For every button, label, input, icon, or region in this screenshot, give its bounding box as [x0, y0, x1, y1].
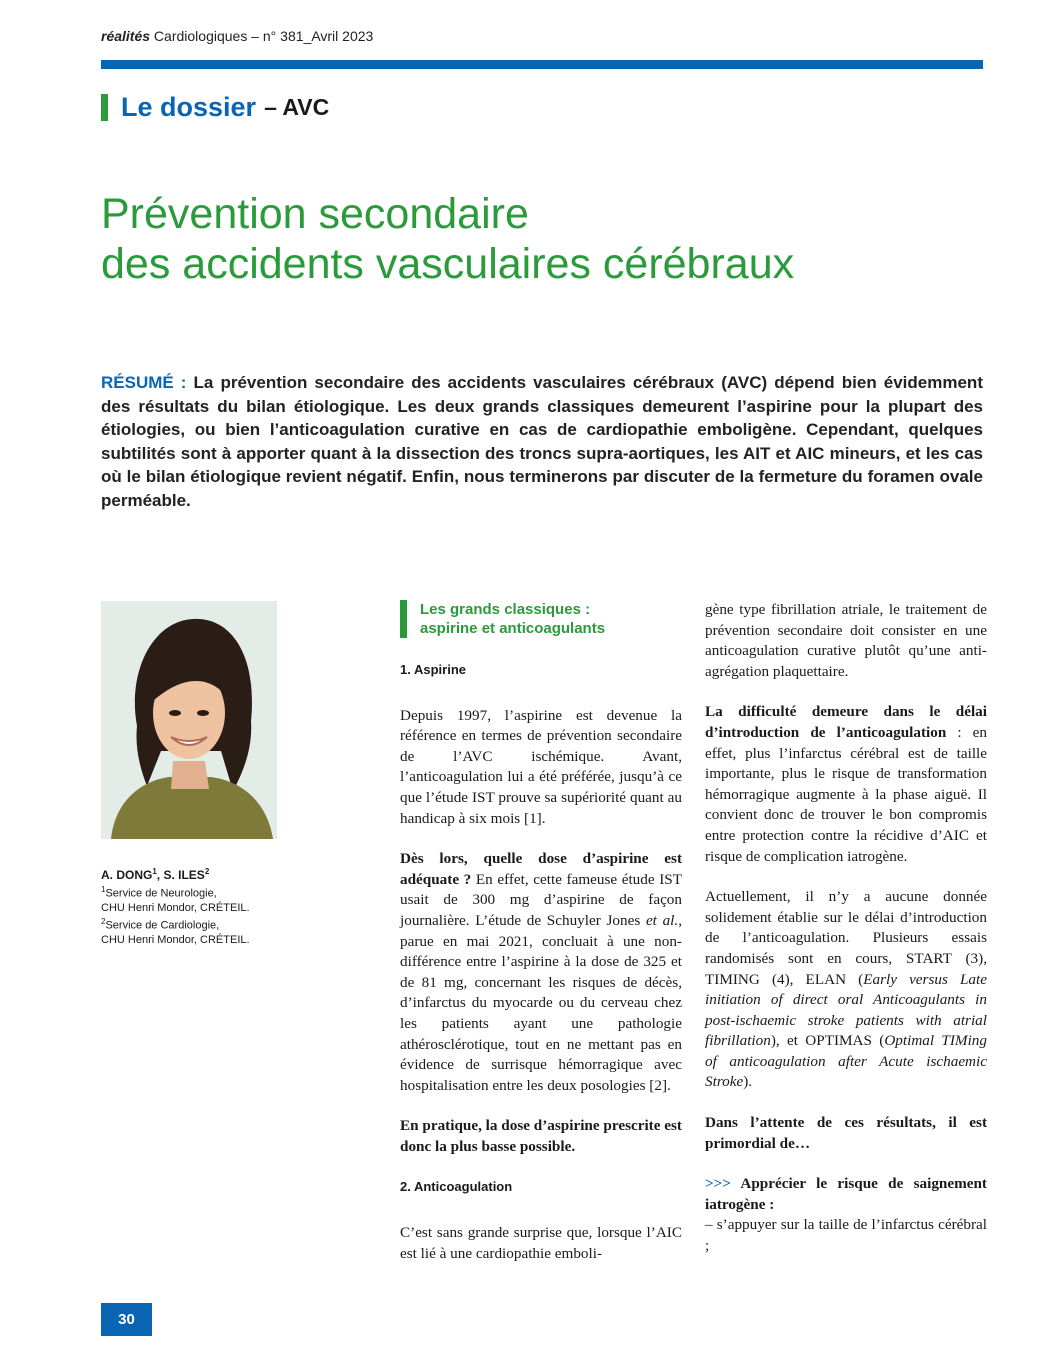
paragraph-waiting [705, 1113, 987, 1154]
affiliation-1 [101, 883, 301, 901]
paragraph-delay [705, 702, 987, 867]
trials-elan-name: Early versus Late initiation of direct oral Anticoagulants in post-ischaemic stroke patients with atrial fibrillation [705, 970, 987, 1050]
paragraph-practice [400, 1116, 682, 1157]
affiliation-2 [101, 915, 301, 933]
title-line-1: Prévention secondaire [101, 190, 529, 238]
subsection-marker [400, 600, 407, 638]
dose-text-em: et al. [645, 911, 679, 929]
abstract [101, 371, 983, 513]
abstract-lead: RÉSUMÉ : [101, 373, 187, 392]
dose-text-b: , parue en mai 2021, concluait à une non-différence entre l’aspirine à la dose de 325 et de 81 mg, concernant les risques de décès, d’infarctus du myocarde ou du cerveau chez les patients ayant une pathologie athérosclérotique, tout en ne mettant pas en évidence de surrisque hémorragique avec hospitalisation entre les deux posologies [2]. [400, 911, 682, 1094]
heading-anticoagulation: 2. Anticoagulation [400, 1179, 513, 1195]
risk-text: Apprécier le risque de saignement iatrogène : [705, 1175, 987, 1213]
affiliation-2-place: CHU Henri Mondor, CRÉTEIL. [101, 934, 250, 947]
author-1-ref: 1 [152, 867, 157, 876]
trials-text-a: Actuellement, il n’y a aucune donnée solidement établie sur le délai d’introduction de l’anticoagulation. Plusieurs essais randomisés sont en cours, START (3), TIMING (4), ELAN ( [705, 888, 987, 988]
question-dose: Dès lors, quelle dose d’aspirine est adéquate ? [400, 850, 682, 888]
journal-brand: réalités [101, 28, 151, 44]
subsection-title-line-1: Les grands classiques : [420, 601, 591, 618]
waiting-text: Dans l’attente de ces résultats, il est primordial de… [705, 1114, 987, 1152]
heading-aspirine: 1. Aspirine [400, 662, 466, 677]
paragraph-aspirine-dose [400, 849, 682, 1096]
abstract-text: La prévention secondaire des accidents vasculaires cérébraux (AVC) dépend bien évidemment des résultats du bilan étiologique. Les deux grands classiques demeurent l’aspirine pour la plupart des étiologies, ou bien l’anticoagulation curative en cas de cardiopathie emboligène. Cependant, quelques subtilités sont à apporter quant à la dissection des troncs supra-aortiques, les AIT et AIC mineurs, et les cas où le bilan étiologique revient négatif. Enfin, nous terminerons par discuter de la fermeture du foramen ovale perméable. [101, 373, 983, 510]
author-2-ref: 2 [204, 867, 210, 876]
section-topic: – AVC [264, 94, 330, 120]
portrait-illustration [101, 601, 277, 839]
author-photo [101, 601, 277, 839]
running-header [101, 28, 983, 44]
section-label: Le dossier [121, 92, 257, 122]
delay-bold: La difficulté demeure dans le délai d’introduction de l’anticoagulation [705, 703, 987, 741]
trials-text-b: ), et OPTIMAS ( [770, 1032, 885, 1050]
text-column-1 [400, 600, 682, 1264]
affiliation-2-ref: 2 [101, 917, 106, 927]
arrows-marker: >>> [705, 1175, 731, 1193]
section-heading [101, 92, 329, 123]
bullet-infarct-size: – s’appuyer sur la taille de l’infarctus cérébral ; [705, 1216, 987, 1255]
author-1: A. DONG [101, 868, 153, 882]
delay-text: : en effet, plus l’infarctus cérébral est de taille importante, plus le risque de transformation hémorragique augmente à la phase aiguë. Il convient donc de trouver le bon compromis entre protection contre la récidive d’AIC et risque de complication iatrogène. [705, 723, 987, 865]
trials-text-c: ). [743, 1073, 753, 1091]
article-title [101, 189, 981, 289]
subsection-title-line-2: aspirine et anticoagulants [420, 620, 606, 637]
paragraph-risk [705, 1174, 987, 1215]
affiliation-1-place: CHU Henri Mondor, CRÉTEIL. [101, 901, 250, 914]
paragraph-trials [705, 887, 987, 1093]
trials-optimas-name: Optimal TIMing of anticoagulation after Acute ischaemic Stroke [705, 1032, 987, 1091]
header-rule [101, 60, 983, 69]
title-line-2: des accidents vasculaires cérébraux [101, 240, 795, 288]
paragraph-anticoag-intro: C’est sans grande surprise que, lorsque l’AIC est lié à une cardiopathie emboli- [400, 1224, 682, 1262]
author-names [101, 865, 301, 883]
affiliation-1-ref: 1 [101, 884, 106, 894]
practice-text: En pratique, la dose d’aspirine prescrite est donc la plus basse possible. [400, 1117, 682, 1155]
affiliation-1-dept: Service de Neurologie, [105, 887, 217, 900]
dose-text-a: En effet, cette fameuse étude IST usait de 300 mg d’aspirine de façon journalière. L’étude de Schuyler Jones [400, 870, 682, 929]
paragraph-anticoag-cont: gène type fibrillation atriale, le traitement de prévention secondaire doit consister en une anticoagulation curative plutôt qu’une anti-agrégation plaquettaire. [705, 601, 987, 680]
affiliation-2-dept: Service de Cardiologie, [105, 919, 220, 932]
journal-issue: Cardiologiques – n° 381_Avril 2023 [150, 28, 374, 44]
section-marker [101, 94, 108, 121]
page-number: 30 [101, 1303, 152, 1336]
text-column-2 [705, 600, 987, 1257]
author-block [101, 865, 301, 948]
author-separator: , [156, 868, 164, 882]
subsection-heading [400, 600, 682, 638]
paragraph-aspirine-history: Depuis 1997, l’aspirine est devenue la référence en termes de prévention secondaire de l’AVC ischémique. Avant, l’anticoagulation lui a été préférée, jusqu’à ce que l’étude IST prouve sa supériorité quant au handicap à six mois [1]. [400, 706, 682, 827]
author-2: S. ILES [163, 868, 205, 882]
